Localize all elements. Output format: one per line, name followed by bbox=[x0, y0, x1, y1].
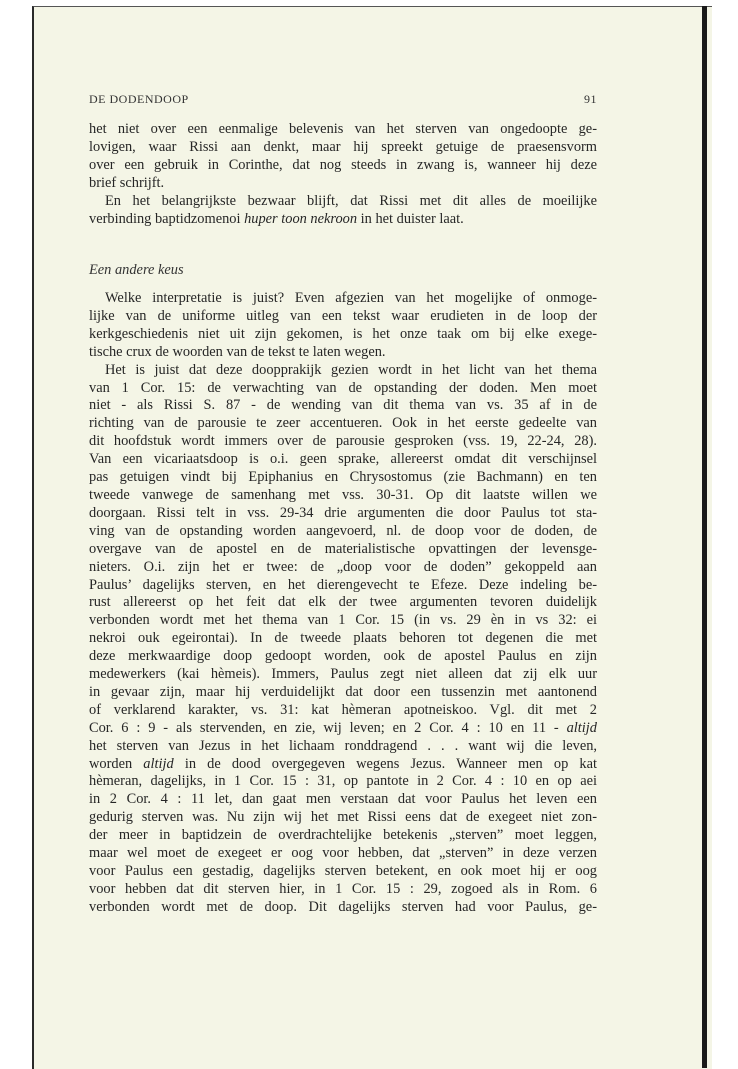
text-line bbox=[89, 211, 597, 229]
text-line: tweede vanwege de samenhang met vss. 30-31. Op dit laatste willen we bbox=[89, 486, 597, 503]
text-line: voor hebben dat dit sterven hier, in 1 Cor. 15 : 29, zogoed als in Rom. 6 bbox=[89, 880, 597, 897]
text-line: niet - als Rissi S. 87 - de wending van dit thema van vs. 35 af in de bbox=[89, 397, 597, 414]
text-line: het niet over een eenmalige belevenis van het sterven van ongedoopte ge- bbox=[89, 121, 597, 137]
text-line: verbonden wordt met het thema van 1 Cor. 15 (in vs. 29 èn in vs 32: ei bbox=[89, 612, 597, 629]
text-line: voor Paulus een gestadig, dagelijks sterven betekent, en ook moet hij er oog bbox=[89, 863, 597, 879]
section-heading: Een andere keus bbox=[89, 262, 184, 278]
page-edge-shadow bbox=[702, 6, 707, 1068]
text-line: tische crux de woorden van de tekst te laten wegen. bbox=[89, 343, 386, 360]
text-line: brief schrijft. bbox=[89, 174, 165, 191]
text-line: maar wel moet de exegeet er oog voor hebben, dat „sterven” in deze verzen bbox=[89, 845, 597, 862]
text-line: gedurig sterven was. Nu zijn wij het met Rissi eens dat de exegeet niet zon- bbox=[89, 809, 597, 826]
text-line: overgave van de apostel en de materialistische opvattingen der levensge- bbox=[89, 540, 597, 557]
text-line: over een gebruik in Corinthe, dat nog steeds in zwang is, wanneer hij deze bbox=[89, 156, 597, 173]
text-line: in gevaar zijn, maar hij verduidelijkt dat door een tussenzin met aantonend bbox=[89, 683, 597, 700]
text-run: in het duister laat. bbox=[357, 210, 464, 227]
text-line: doorgaan. Rissi telt in vss. 29-34 drie argumenten die door Paulus tot sta- bbox=[89, 504, 597, 521]
text-line: medewerkers (kai hèmeis). Immers, Paulus zegt niet alleen dat zij elk uur bbox=[89, 666, 597, 683]
text-line: of verklarend karakter, vs. 31: kat hèmeran apotneiskoo. Vgl. dit met 2 bbox=[89, 701, 597, 718]
italic-run: altijd bbox=[566, 719, 597, 736]
text-run: Cor. 6 : 9 - als stervenden, en zie, wij leven; en 2 Cor. 4 : 10 en 11 - bbox=[89, 719, 567, 736]
page-number: 91 bbox=[584, 92, 597, 106]
text-line: lijke van de uniforme uitleg van een tekst waar erudieten in de loop der bbox=[89, 307, 597, 324]
running-head: DE DODENDOOP bbox=[89, 92, 189, 106]
text-line: Welke interpretatie is juist? Even afgezien van het mogelijke of onmoge- bbox=[105, 290, 597, 306]
text-line: rust allereerst op het feit dat elk der twee argumenten tevoren duidelijk bbox=[89, 594, 597, 611]
text-line: richting van de parousie te zeer accentueren. Ook in het eerste gedeelte van bbox=[89, 415, 597, 432]
text-line: nekroi ouk egeirontai). In de tweede plaats behoren tot degenen die met bbox=[89, 630, 597, 647]
text-line: der meer in baptidzein de overdrachtelijke betekenis „sterven” moet leggen, bbox=[89, 827, 597, 844]
text-line: lovigen, waar Rissi aan denkt, maar hij spreekt getuige de praesensvorm bbox=[89, 138, 597, 155]
text-line: En het belangrijkste bezwaar blijft, dat Rissi met dit alles de moeilijke bbox=[105, 192, 597, 209]
text-line: Het is juist dat deze doopprakijk gezien wordt in het licht van het thema bbox=[105, 361, 597, 378]
text-line: van 1 Cor. 15: de verwachting van de opstanding der doden. Men moet bbox=[89, 379, 597, 396]
text-line bbox=[89, 720, 597, 738]
paragraph-block-2 bbox=[89, 290, 597, 917]
text-line bbox=[89, 756, 597, 774]
italic-run: altijd bbox=[143, 755, 174, 772]
text-line: verbonden wordt met de doop. Dit dagelijks sterven had voor Paulus, ge- bbox=[89, 898, 597, 915]
text-line: Paulus’ dagelijks sterven, en het dierengevecht te Efeze. Deze indeling be- bbox=[89, 576, 597, 593]
text-line: ving van de opstanding worden aangevoerd, nl. de doop voor de doden, de bbox=[89, 522, 597, 539]
text-run: in de dood overgegeven wegens Jezus. Wanneer men op kat bbox=[173, 755, 597, 772]
text-line: het sterven van Jezus in het lichaam ronddragend . . . want wij die leven, bbox=[89, 737, 597, 754]
text-line: in 2 Cor. 4 : 11 let, dan gaat men verstaan dat voor Paulus het leven een bbox=[89, 791, 597, 808]
text-line: hèmeran, dagelijks, in 1 Cor. 15 : 31, op pantote in 2 Cor. 4 : 10 en op aei bbox=[89, 773, 597, 790]
text-line: Van een vicariaatsdoop is o.i. geen sprake, allereerst omdat dit verschijnsel bbox=[89, 451, 597, 468]
text-line: deze merkwaardige doop gedoopt worden, ook de apostel Paulus en zijn bbox=[89, 648, 597, 665]
text-line: nieters. O.i. zijn het er twee: de „doop voor de doden” gekoppeld aan bbox=[89, 558, 597, 575]
text-run: verbinding baptidzomenoi bbox=[89, 210, 245, 227]
text-run: worden bbox=[89, 755, 144, 772]
text-line: dit hoofdstuk wordt immers over de parousie gesproken (vss. 19, 22-24, 28). bbox=[89, 433, 597, 450]
paragraph-block-1 bbox=[89, 121, 597, 228]
italic-run: huper toon nekroon bbox=[244, 210, 358, 227]
text-line: kerkgeschiedenis niet uit zijn gekomen, is het onze taak om bij elke exege- bbox=[89, 325, 597, 342]
text-line: pas getuigen vindt bij Epiphanius en Chrysostomus (zie Bachmann) en ten bbox=[89, 469, 597, 486]
